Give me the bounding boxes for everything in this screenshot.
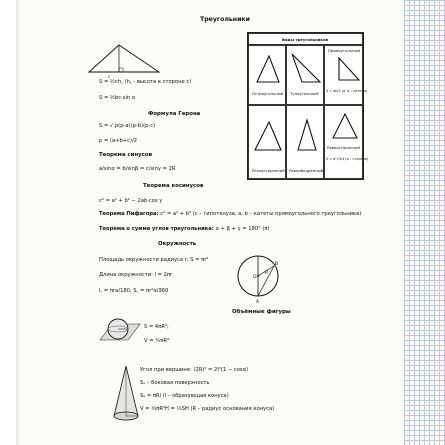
obtuse-triangle-icon [290, 52, 322, 84]
cell-acute [248, 45, 286, 105]
acute-triangle-icon [255, 54, 281, 84]
triangle-types-table [247, 32, 369, 180]
angle-sum-formula: α + β + γ = 180° (π) [213, 226, 270, 232]
circle-length: Длина окружности: l = 2πr [99, 272, 173, 278]
circle-title: Окружность [158, 241, 197, 247]
solids-title: Объёмные фигуры [232, 309, 291, 315]
label-o: O [253, 275, 257, 280]
circle-diagram [234, 252, 284, 306]
right-triangle-icon [337, 56, 361, 82]
page-edge-shadow [16, 0, 21, 445]
sphere-icon [98, 316, 142, 346]
acute-label: Остроугольный [252, 91, 284, 96]
area-formula-sine: S = ½bc·sin α [99, 95, 136, 101]
cone-volume: V = ⅓πR²H = ⅓SH (R – радиус основания конуса) [140, 406, 275, 412]
equilateral-area-formula: S = a²√3/4 (a – сторона) [326, 157, 369, 161]
sphere-area: S = 4πR²; [144, 324, 169, 330]
angle-sum-line [99, 227, 270, 232]
pythagoras-label: Теорема Пифагора: [99, 211, 159, 217]
page-title: Треугольники [200, 16, 250, 23]
cone-apex-angle: Угол при вершине: (2R)² = 2l²(1 − cosα) [140, 367, 249, 373]
cell-isosceles [286, 105, 324, 179]
isosceles-label: Равнобедренный [289, 168, 324, 173]
cone-lateral-formula: Sₛ = πRl (l – образующая конуса) [140, 393, 229, 399]
cosines-formula: c² = a² + b² − 2ab·cos γ [99, 198, 163, 204]
cone-lateral-label: Sₛ – боковая поверхность [140, 380, 210, 386]
pythagoras-line [99, 212, 361, 217]
label-r: R [265, 271, 269, 276]
label-b: B [275, 262, 279, 267]
cell-scalene [248, 105, 286, 179]
obtuse-label: Тупоугольный [290, 91, 319, 96]
cell-obtuse [286, 45, 324, 105]
sines-title: Теорема синусов [99, 152, 152, 158]
page-edge [0, 0, 16, 445]
triangle-altitude-diagram [84, 42, 164, 82]
right-area-formula: S = ab/2 (a, b – катеты) [326, 89, 368, 93]
svg-text:c: c [108, 74, 111, 79]
sines-formula: a/sinα = b/sinβ = c/sinγ = 2R [99, 166, 176, 172]
equilateral-triangle-icon [331, 112, 359, 140]
angle-sum-label: Теорема о сумме углов треугольника: [99, 226, 214, 232]
semi-perimeter-formula: p = (a+b+c)/2 [99, 138, 138, 144]
pythagoras-formula: c² = a² + b² (c – гипотенуза, a, b – катеты прямоугольного треугольника) [158, 211, 362, 217]
isosceles-triangle-icon [296, 118, 318, 152]
cell-equilateral [324, 105, 369, 179]
sphere-volume: V = ⁴⁄₃πR³ [144, 338, 170, 344]
scalene-label: Разносторонний [252, 168, 285, 173]
grid-paper-page [404, 0, 445, 445]
table-header [248, 33, 363, 45]
table-title: Виды треугольников [282, 37, 328, 42]
heron-formula: S = √ p(p-a)(p-b)(p-c) [99, 123, 156, 129]
circle-area: Площадь окружности радиуса r: S = πr² [99, 257, 209, 263]
scalene-triangle-icon [253, 120, 283, 152]
cosines-title: Теорема косинусов [143, 183, 204, 189]
cell-right [324, 45, 368, 105]
arc-formulas: l꜀ = πra/180, S꜀ = πr²α/360 [99, 288, 169, 294]
area-formula-height: S = ½ch꜀ (h꜀ - высота к стороне c) [99, 79, 192, 85]
label-a: A [256, 300, 260, 305]
heron-title: Формула Герона [148, 111, 201, 117]
equilateral-label: Равносторонний [327, 145, 360, 150]
cone-icon [112, 364, 140, 424]
right-label: Прямоугольный [328, 48, 360, 53]
